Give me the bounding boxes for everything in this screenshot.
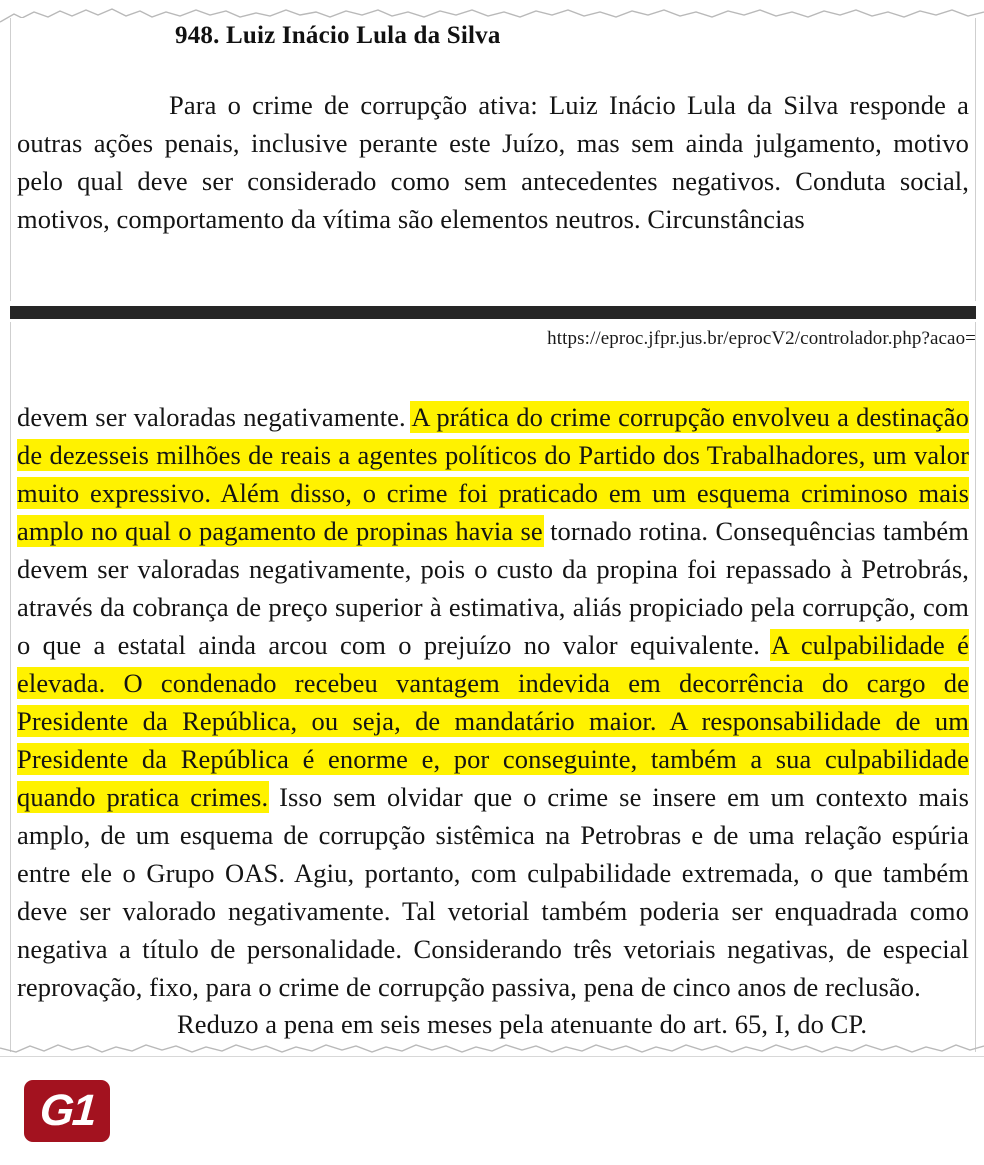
url-watermark: https://eproc.jfpr.jus.br/eprocV2/controlador.php?acao= [547, 328, 976, 349]
g1-logo [24, 1080, 110, 1142]
page-separator-bar [10, 306, 976, 319]
paragraph-reduzo: Reduzo a pena em seis meses pela atenuante do art. 65, I, do CP. [177, 1009, 868, 1039]
g1-logo-text: G1 [37, 1086, 97, 1135]
paragraph-main [17, 398, 969, 1006]
body-text-run: devem ser valoradas negativamente. [17, 402, 412, 432]
page-title: 948. Luiz Inácio Lula da Silva [175, 22, 501, 49]
footer-bar [0, 1056, 984, 1165]
highlighted-text: A culpabilidade é elevada. O condenado recebeu vantagem indevida em decorrência do cargo de Presidente da República, ou seja, de mandatário maior. A responsabilidade de um Presidente da República é enorme e, por conseguinte, também a sua culpabilidade quando pratica crimes. [17, 630, 970, 812]
body-text-run: tornado rotina. Consequências também devem ser valoradas negativamente, pois o custo da propina foi repassado à Petrobrás, através da cobrança de preço superior à estimativa, aliás propiciado pela corrupção, com o que a estatal ainda arcou com o prejuízo no valor equivalente. [17, 516, 969, 660]
highlighted-text: A prática do crime corrupção envolveu a destinação de dezesseis milhões de reais a agentes políticos do Partido dos Trabalhadores, um valor muito expressivo. Além disso, o crime foi praticado em um esquema criminoso mais amplo no qual o pagamento de propinas havia se [17, 402, 969, 546]
paragraph-intro: Para o crime de corrupção ativa: Luiz Inácio Lula da Silva responde a outras ações penais, inclusive perante este Juízo, mas sem ainda julgamento, motivo pelo qual deve ser considerado como sem antecedentes negativos. Conduta social, motivos, comportamento da vítima são elementos neutros. Circunstâncias [17, 90, 969, 234]
body-text-run: Isso sem olvidar que o crime se insere em um contexto mais amplo, de um esquema de corrupção sistêmica na Petrobras e de uma relação espúria entre ele o Grupo OAS. Agiu, portanto, com culpabilidade extremada, o que também deve ser valorado negativamente. Tal vetorial também poderia ser enquadrada como negativa a título de personalidade. Considerando três vetoriais negativas, de especial reprovação, fixo, para o crime de corrupção passiva, pena de cinco anos de reclusão. [17, 782, 969, 1002]
